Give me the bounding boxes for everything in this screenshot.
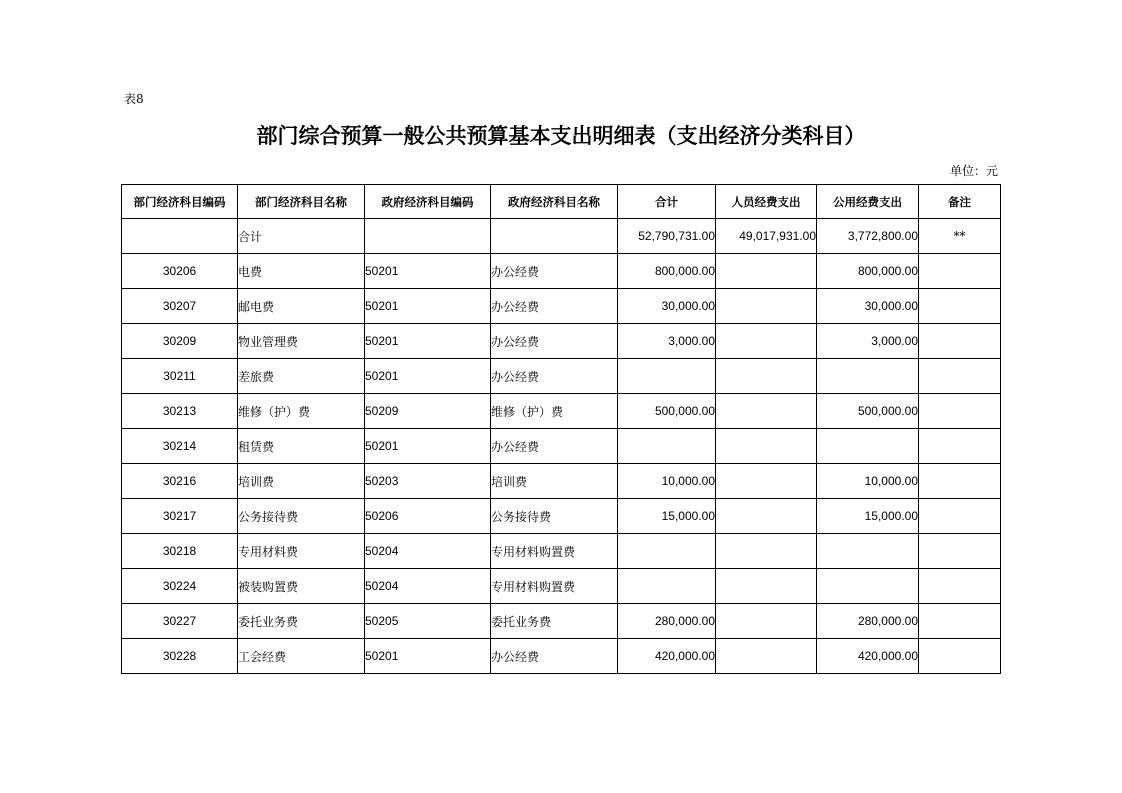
cell-public: 800,000.00 [817,254,919,289]
cell-total [618,569,716,604]
cell-dept-name: 维修（护）费 [238,394,365,429]
cell-dept-name: 专用材料费 [238,534,365,569]
cell-total [618,359,716,394]
cell-dept-name: 委托业务费 [238,604,365,639]
header-dept-code: 部门经济科目编码 [122,185,238,219]
cell-total [618,429,716,464]
cell-dept-name: 公务接待费 [238,499,365,534]
header-public: 公用经费支出 [817,185,919,219]
cell-dept-name: 电费 [238,254,365,289]
cell-gov-name: 专用材料购置费 [491,534,618,569]
cell-gov-code: 50201 [365,359,491,394]
cell-public [817,534,919,569]
table-row [122,324,1001,359]
cell-gov-name: 办公经费 [491,289,618,324]
cell-remark [919,254,1001,289]
cell-gov-code: 50205 [365,604,491,639]
cell-personnel [716,639,817,674]
cell-public: 10,000.00 [817,464,919,499]
cell-gov-code [365,219,491,254]
expenditure-detail-table [121,184,1001,674]
cell-personnel [716,499,817,534]
cell-gov-name: 维修（护）费 [491,394,618,429]
cell-gov-code: 50204 [365,534,491,569]
cell-remark: ** [919,219,1001,254]
cell-public: 30,000.00 [817,289,919,324]
cell-public: 15,000.00 [817,499,919,534]
cell-remark [919,359,1001,394]
cell-dept-code: 30216 [122,464,238,499]
cell-remark [919,569,1001,604]
cell-gov-name [491,219,618,254]
cell-personnel [716,534,817,569]
cell-public: 420,000.00 [817,639,919,674]
cell-personnel [716,359,817,394]
cell-gov-name: 办公经费 [491,324,618,359]
cell-total [618,534,716,569]
cell-public: 3,772,800.00 [817,219,919,254]
cell-total: 3,000.00 [618,324,716,359]
cell-dept-code: 30227 [122,604,238,639]
header-total: 合计 [618,185,716,219]
cell-dept-code: 30211 [122,359,238,394]
cell-personnel [716,324,817,359]
cell-dept-code: 30218 [122,534,238,569]
cell-gov-code: 50201 [365,254,491,289]
cell-total: 500,000.00 [618,394,716,429]
cell-total: 420,000.00 [618,639,716,674]
cell-dept-code: 30213 [122,394,238,429]
cell-remark [919,289,1001,324]
cell-remark [919,429,1001,464]
table-row [122,639,1001,674]
table-row [122,254,1001,289]
table-row [122,569,1001,604]
cell-gov-code: 50201 [365,429,491,464]
cell-personnel [716,289,817,324]
header-gov-code: 政府经济科目编码 [365,185,491,219]
cell-remark [919,534,1001,569]
cell-gov-code: 50204 [365,569,491,604]
cell-gov-name: 办公经费 [491,639,618,674]
table-row [122,289,1001,324]
table-row [122,604,1001,639]
cell-dept-name: 被装购置费 [238,569,365,604]
cell-dept-name: 邮电费 [238,289,365,324]
cell-total: 280,000.00 [618,604,716,639]
cell-gov-name: 专用材料购置费 [491,569,618,604]
cell-remark [919,394,1001,429]
cell-dept-name: 合计 [238,219,365,254]
cell-remark [919,604,1001,639]
cell-gov-name: 办公经费 [491,359,618,394]
cell-public: 280,000.00 [817,604,919,639]
cell-gov-name: 办公经费 [491,429,618,464]
cell-total: 15,000.00 [618,499,716,534]
unit-label: 单位：元 [949,164,998,178]
table-row [122,499,1001,534]
cell-dept-code: 30228 [122,639,238,674]
cell-dept-code: 30214 [122,429,238,464]
cell-gov-name: 办公经费 [491,254,618,289]
cell-gov-code: 50203 [365,464,491,499]
header-row [122,185,1001,219]
table-row [122,464,1001,499]
total-row [122,219,1001,254]
cell-personnel [716,604,817,639]
cell-total: 52,790,731.00 [618,219,716,254]
table-row [122,534,1001,569]
cell-personnel [716,429,817,464]
cell-dept-name: 租赁费 [238,429,365,464]
cell-dept-name: 物业管理费 [238,324,365,359]
table-row [122,394,1001,429]
cell-remark [919,464,1001,499]
cell-public: 3,000.00 [817,324,919,359]
header-personnel: 人员经费支出 [716,185,817,219]
cell-dept-name: 工会经费 [238,639,365,674]
cell-remark [919,499,1001,534]
cell-dept-code: 30217 [122,499,238,534]
table-row [122,359,1001,394]
table-row [122,429,1001,464]
header-gov-name: 政府经济科目名称 [491,185,618,219]
cell-dept-code [122,219,238,254]
cell-dept-name: 培训费 [238,464,365,499]
table-number-label: 表8 [124,92,144,106]
cell-dept-name: 差旅费 [238,359,365,394]
cell-gov-code: 50201 [365,324,491,359]
cell-remark [919,324,1001,359]
page-title: 部门综合预算一般公共预算基本支出明细表（支出经济分类科目） [256,124,866,148]
cell-gov-name: 委托业务费 [491,604,618,639]
cell-total: 10,000.00 [618,464,716,499]
cell-remark [919,639,1001,674]
cell-public [817,429,919,464]
cell-gov-name: 培训费 [491,464,618,499]
cell-total: 30,000.00 [618,289,716,324]
cell-public [817,569,919,604]
header-remark: 备注 [919,185,1001,219]
cell-dept-code: 30206 [122,254,238,289]
cell-personnel [716,394,817,429]
cell-personnel: 49,017,931.00 [716,219,817,254]
header-dept-name: 部门经济科目名称 [238,185,365,219]
cell-gov-code: 50206 [365,499,491,534]
cell-public [817,359,919,394]
cell-dept-code: 30224 [122,569,238,604]
cell-dept-code: 30209 [122,324,238,359]
cell-gov-code: 50201 [365,289,491,324]
cell-personnel [716,569,817,604]
cell-total: 800,000.00 [618,254,716,289]
cell-gov-code: 50201 [365,639,491,674]
cell-personnel [716,254,817,289]
cell-gov-code: 50209 [365,394,491,429]
cell-public: 500,000.00 [817,394,919,429]
cell-gov-name: 公务接待费 [491,499,618,534]
cell-personnel [716,464,817,499]
cell-dept-code: 30207 [122,289,238,324]
